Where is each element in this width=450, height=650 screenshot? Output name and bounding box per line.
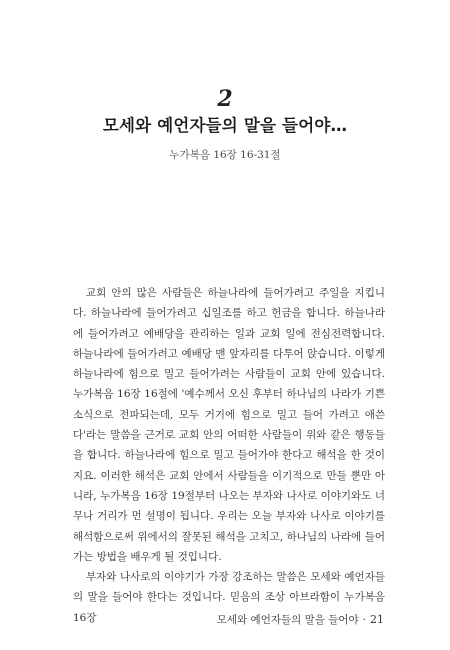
body-text [73, 283, 385, 628]
page-number: 21 [370, 613, 384, 626]
paragraph: 부자와 나사로의 이야기가 가장 강조하는 말씀은 모세와 예언자들의 말을 들어야 한다는 것입니다. 믿음의 조상 아브라함이 누가복음 16장 [73, 571, 385, 624]
chapter-number: 2 [217, 86, 233, 112]
scripture-reference: 누가복음 16장 16-31절 [169, 149, 281, 161]
footer-separator: · [362, 614, 366, 626]
paragraph: 교회 안의 많은 사람들은 하늘나라에 들어가려고 주일을 지킵니다. 하늘나라에 들어가려고 십일조를 하고 헌금을 합니다. 하늘나라에 들어가려고 예배당을 관리하는 일과 교회 일에 전심전력합니다. 하늘나라에 들어가려고 예배당 맨 앞자리를 다투어 앉습니다. 이렇게 하늘나라에 힘으로 밀고 들어가려는 사람들이 교회 안에 있습니다. 누가복음 16장 16절에 '예수께서 오신 후부터 하나님의 나라가 기쁜 소식으로 전파되는데, 모두 거기에 힘으로 밀고 들어 가려고 애쓴다'라는 말씀을 근거로 교회 안의 어떠한 사람들이 위와 같은 행동들을 합니다. 하늘나라에 힘으로 밀고 들어가야 한다고 해석을 한 것이지요. 이러한 해석은 교회 안에서 사람들을 이기적으로 만들 뿐만 아니라, 누가복음 16장 19절부터 나오는 부자와 나사로 이야기와도 너무나 거리가 먼 설명이 됩니다. 우리는 오늘 부자와 나사로 이야기를 해석함으로써 위에서의 잘못된 해석을 고치고, 하나님의 나라에 들어가는 방법을 배우게 될 것입니다. [73, 287, 385, 563]
running-title: 모세와 예언자들의 말을 들어야 [216, 614, 359, 626]
running-footer [217, 612, 384, 627]
chapter-title: 모세와 예언자들의 말을 들어야… [102, 116, 348, 135]
